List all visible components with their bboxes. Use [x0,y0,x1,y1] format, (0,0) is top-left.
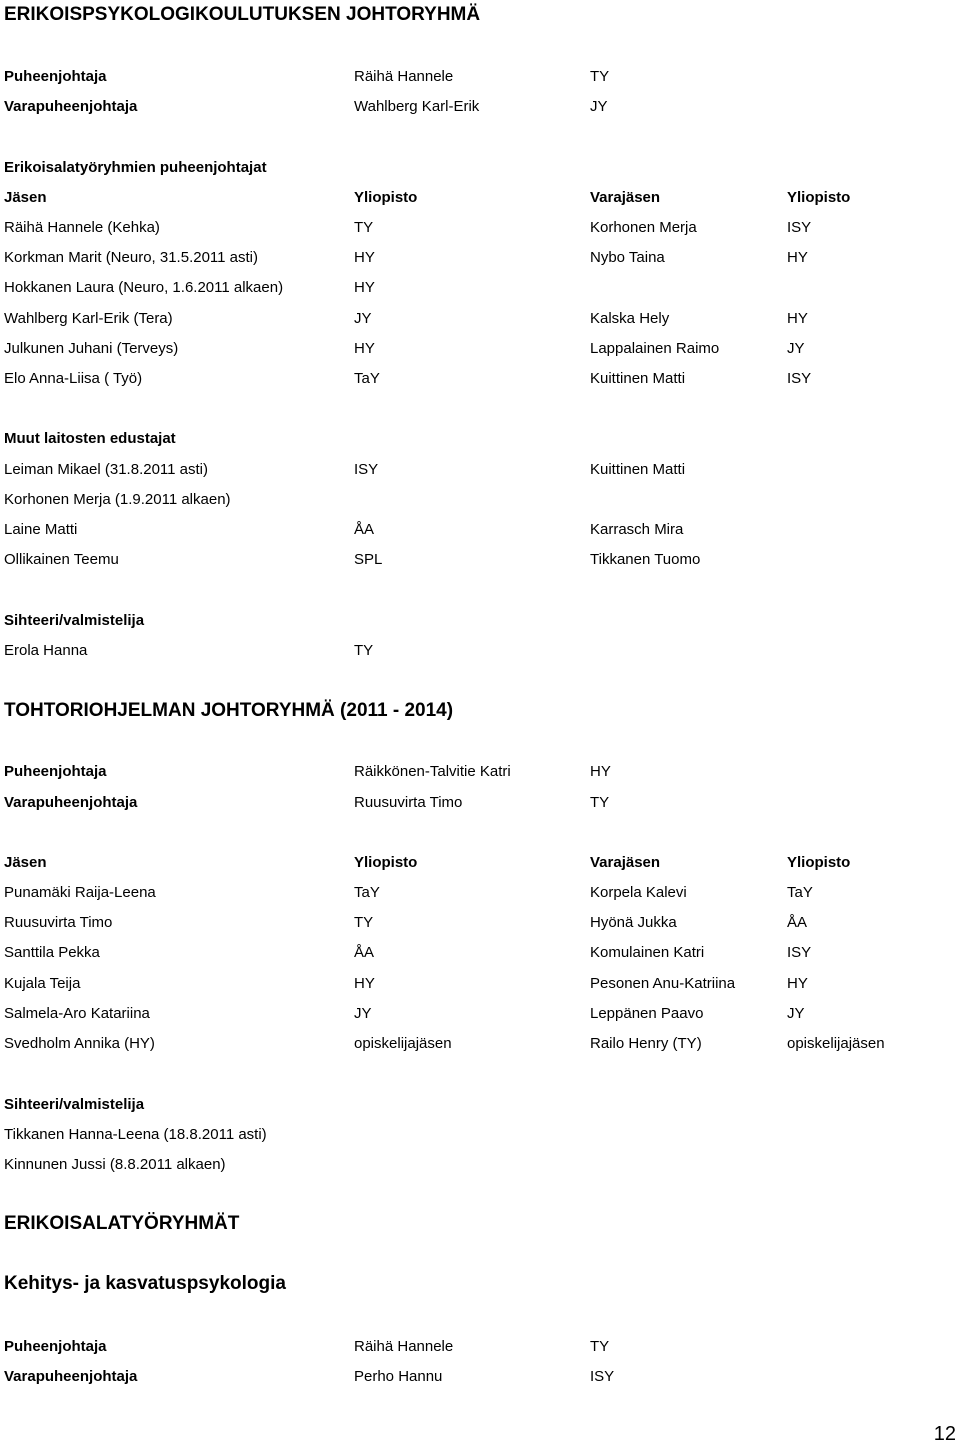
secretary-row [4,1125,960,1145]
vice-chair-row [4,97,960,117]
col-deputy-university: Yliopisto [787,189,851,206]
col-deputy: Varajäsen [590,854,661,871]
table-row [4,1034,960,1054]
deputy: Korpela Kalevi [590,884,687,901]
table-header [4,853,960,873]
university: TY [354,642,374,659]
deputy: Kuittinen Matti [590,461,686,478]
deputy-university: ISY [787,370,812,387]
member: Kujala Teija [4,975,81,992]
table-row [4,1004,960,1024]
university: ÅA [354,521,375,538]
table-row [4,550,960,570]
member: Santtila Pekka [4,944,100,961]
col-university: Yliopisto [354,854,418,871]
deputy: Kalska Hely [590,310,670,327]
member: Punamäki Raija-Leena [4,884,156,901]
member: Räihä Hannele (Kehka) [4,219,160,236]
table-row [4,369,960,389]
person-name: Kinnunen Jussi (8.8.2011 alkaen) [4,1156,226,1173]
col-member: Jäsen [4,189,47,206]
deputy-university: HY [787,310,808,327]
member: Leiman Mikael (31.8.2011 asti) [4,461,208,478]
member: Elo Anna-Liisa ( Työ) [4,370,143,387]
subsection-title: Kehitys- ja kasvatuspsykologia [4,1273,286,1294]
chair-row [4,67,960,87]
deputy-university: opiskelijajäsen [787,1035,885,1052]
table-row [4,520,960,540]
university: TY [590,794,610,811]
table-row [4,309,960,329]
deputy: Tikkanen Tuomo [590,551,701,568]
deputy: Lappalainen Raimo [590,340,720,357]
table-row [4,218,960,238]
section-title-specialist-board: ERIKOISPSYKOLOGIKOULUTUKSEN JOHTORYHMÄ [4,4,481,25]
deputy-university: JY [787,340,805,357]
deputy: Hyönä Jukka [590,914,677,931]
member: Wahlberg Karl-Erik (Tera) [4,310,173,327]
university: SPL [354,551,383,568]
member: Ruusuvirta Timo [4,914,113,931]
other-reps-heading: Muut laitosten edustajat [4,430,176,447]
university: HY [354,975,375,992]
role-label: Puheenjohtaja [4,763,107,780]
university: ISY [590,1368,615,1385]
deputy-university: HY [787,975,808,992]
chair-row [4,762,960,782]
table-row [4,460,960,480]
col-deputy: Varajäsen [590,189,661,206]
deputy-university: ISY [787,219,812,236]
university: HY [354,340,375,357]
person-name: Räikkönen-Talvitie Katri [354,763,511,780]
deputy-university: HY [787,249,808,266]
university: HY [354,249,375,266]
member: Laine Matti [4,521,78,538]
member: Julkunen Juhani (Terveys) [4,340,179,357]
university: TY [590,68,610,85]
member: Ollikainen Teemu [4,551,119,568]
university: HY [354,279,375,296]
university: TY [354,914,374,931]
person-name: Räihä Hannele [354,68,454,85]
university: ISY [354,461,379,478]
person-name: Tikkanen Hanna-Leena (18.8.2011 asti) [4,1126,267,1143]
secretary-heading: Sihteeri/valmistelija [4,1096,145,1113]
section-title-working-groups: ERIKOISALATYÖRYHMÄT [4,1213,240,1234]
deputy: Nybo Taina [590,249,665,266]
university: HY [590,763,611,780]
table-row [4,248,960,268]
university: ÅA [354,944,375,961]
table-row [4,974,960,994]
deputy-university: ÅA [787,914,808,931]
member: Salmela-Aro Katariina [4,1005,150,1022]
vice-chair-row [4,1367,960,1387]
university: opiskelijajäsen [354,1035,452,1052]
deputy-university: TaY [787,884,813,901]
deputy: Komulainen Katri [590,944,705,961]
person-name: Ruusuvirta Timo [354,794,463,811]
table-row [4,943,960,963]
university: TaY [354,370,380,387]
table-row [4,913,960,933]
member: Korhonen Merja (1.9.2011 alkaen) [4,491,231,508]
role-label: Puheenjohtaja [4,1338,107,1355]
table-row [4,278,960,298]
page-number: 12 [933,1423,956,1445]
col-member: Jäsen [4,854,47,871]
university: JY [354,1005,372,1022]
table-row [4,883,960,903]
person-name: Räihä Hannele [354,1338,454,1355]
person-name: Wahlberg Karl-Erik [354,98,480,115]
table-row [4,339,960,359]
secretary-row [4,1155,960,1175]
role-label: Varapuheenjohtaja [4,98,138,115]
university: JY [590,98,608,115]
deputy: Kuittinen Matti [590,370,686,387]
wg-chairs-heading: Erikoisalatyöryhmien puheenjohtajat [4,159,267,176]
col-university: Yliopisto [354,189,418,206]
member: Svedholm Annika (HY) [4,1035,155,1052]
role-label: Varapuheenjohtaja [4,1368,138,1385]
person-name: Erola Hanna [4,642,88,659]
secretary-heading: Sihteeri/valmistelija [4,612,145,629]
member: Hokkanen Laura (Neuro, 1.6.2011 alkaen) [4,279,284,296]
deputy: Pesonen Anu-Katriina [590,975,736,992]
deputy: Korhonen Merja [590,219,697,236]
deputy: Leppänen Paavo [590,1005,704,1022]
chair-row [4,1337,960,1357]
university: TaY [354,884,380,901]
deputy: Karrasch Mira [590,521,684,538]
university: TY [354,219,374,236]
member: Korkman Marit (Neuro, 31.5.2011 asti) [4,249,258,266]
table-header [4,188,960,208]
section-title-doctoral-board: TOHTORIOHJELMAN JOHTORYHMÄ (2011 - 2014) [4,700,454,721]
university: JY [354,310,372,327]
col-deputy-university: Yliopisto [787,854,851,871]
deputy: Railo Henry (TY) [590,1035,702,1052]
person-name: Perho Hannu [354,1368,443,1385]
deputy-university: ISY [787,944,812,961]
role-label: Puheenjohtaja [4,68,107,85]
role-label: Varapuheenjohtaja [4,794,138,811]
vice-chair-row [4,793,960,813]
table-row [4,490,960,510]
secretary-row [4,641,960,661]
university: TY [590,1338,610,1355]
deputy-university: JY [787,1005,805,1022]
